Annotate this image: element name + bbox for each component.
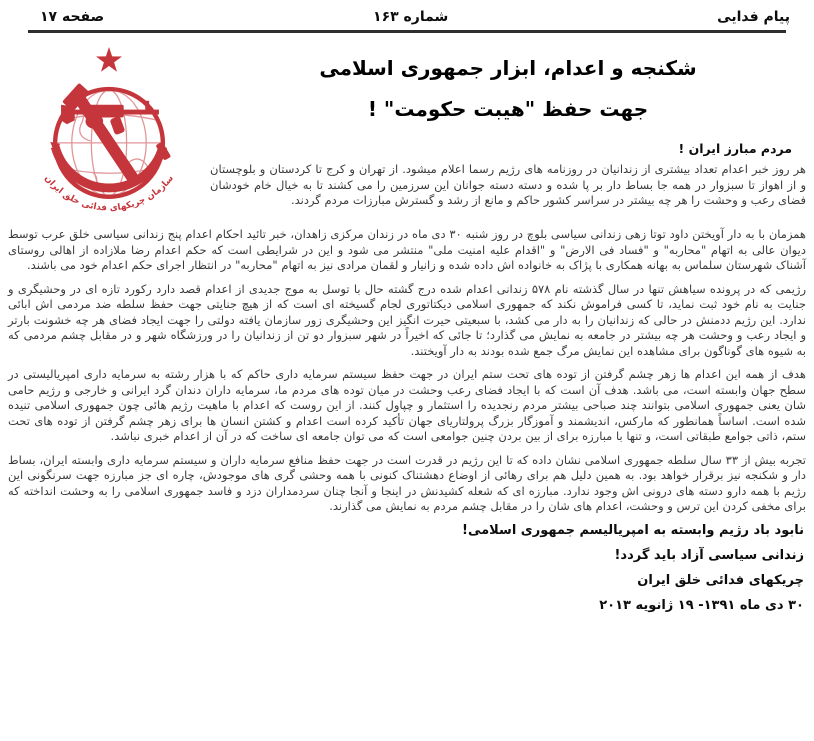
page-header — [0, 0, 814, 25]
issue-number: شماره ۱۶۳ — [373, 9, 449, 25]
title-line-1: شکنجه و اعدام، ابزار جمهوری اسلامی — [319, 56, 697, 80]
signature-line: چریکهای فدائی خلق ایران — [637, 572, 804, 588]
logo-text: سازمان چریکهای فدائی خلق ایران — [42, 173, 176, 214]
organization-emblem — [35, 45, 183, 231]
slogan-1: نابود باد رژیم وابسته به امپریالیسم جمهوری اسلامی! — [462, 522, 804, 538]
organization-logo — [8, 35, 210, 227]
paragraph-2: همزمان با به دار آویختن داود توتا زهی زندانی سیاسی بلوچ در روز شنبه ۳۰ دی ماه در زندان مرکزی زاهدان، خبر تائید احکام اعدام پنج زندانی سیاسی خلق عرب توسط دیوان عالی به اتهام "محاربه" و "فساد فی الارض" و "اقدام علیه امنیت ملی" منتشر می شود و این در شرایطی است که حکم اعدام رضا ملازاده از اهالی روستای آشناک شهرستان سلماس به بهانه همکاری با پژاک به خانواده اش داده شده و زانیار و لقمان مرادی نیز به اتهام "محاربه" در انتظار اجرای حکم اعدام خود می باشند. — [8, 227, 806, 272]
title-line-2: جهت حفظ "هیبت حکومت" ! — [367, 97, 649, 121]
paragraph-1: هر روز خبر اعدام تعداد بیشتری از زندانیان در روزنامه های رژیم رسما اعلام میشود. از تهران و کرج تا کردستان و بلوچستان و از اهواز تا سبزوار در همه جا بساط دار بر پا شده و دسته دسته جوانان این سرزمین را می کشند تا به خیال خام خودشان فضای رعب و وحشت را هر چه بیشتر در سراسر کشور حاکم و مانع از رشد و گسترش مبارزات مردم گردند. — [210, 162, 806, 207]
slogan-2: زندانی سیاسی آزاد باید گردد! — [614, 547, 804, 563]
star-icon — [96, 47, 122, 72]
article-body — [0, 33, 814, 613]
page-number: صفحه ۱۷ — [40, 9, 105, 25]
salutation: مردم مبارز ایران ! — [678, 141, 792, 156]
publication-name: پیام فدایی — [717, 9, 790, 25]
paragraph-5: تجربه بیش از ۳۳ سال سلطه جمهوری اسلامی نشان داده که تا این رژیم در قدرت است در جهت حفظ منافع سرمایه داران و سیستم سرمایه داری وابسته ایران، بساط دار و شکنجه نیز برقرار خواهد بود. به همین دلیل هم برای رهائی از اوضاع دهشتناک کنونی با همه وحشی گری های موجودش، چاره ای جز مبارزه جهت سرنگونی این رژیم با همه دارو دسته های درونی اش وجود ندارد. مبارزه ای که شعله کشیدنش در اینجا و آنجا چنان سردمداران دزد و فاسد جمهوری اسلامی را به وحشت انداخته که برای مخفی کردن این ترس و وحشت، اعدام های شان را در مقابل چشم مردم به نمایش می گذارند. — [8, 452, 807, 513]
date-line: ۳۰ دی ماه ۱۳۹۱- ۱۹ ژانویه ۲۰۱۳ — [599, 597, 804, 613]
paragraph-4: هدف از همه این اعدام ها زهر چشم گرفتن از توده های تحت ستم ایران در جهت حفظ سیستم سرمایه داری حاکم که با هزار رشته به سرمایه داری امپریالیستی در سطح جهان وابسته است، می باشد. هدف آن است که با ایجاد فضای رعب وحشت در میان توده های مردم ما، سرمایه داران دندان گرد ایرانی و خارجی و رژیم حامی شان یعنی جمهوری اسلامی بتوانند چند صباحی بیشتر مردم رنجدیده را استثمار و چپاول کنند. از این روست که اعدام با ماهیت رژیم هائی چون جمهوری اسلامی تنیده شده است. اساساً همانطور که مارکس، اندیشمند و آموزگار بزرگ پرولتاریای جهان تأکید کرده است اعدام و کشتن انسان ها برای زهر چشم گرفتن از توده های تحت ستم، ذاتی جوامع طبقاتی است، و تنها با مبارزه برای از بین بردن چنین جوامعی است که می توان جامعه ای ساخت که در آن از اعدام خبری نباشد. — [8, 367, 806, 443]
fist-icon — [86, 114, 104, 129]
paragraph-3: رژیمی که در پرونده سیاهش تنها در سال گذشته نام ۵۷۸ زندانی اعدام شده درج گشته حال با توسل به موج جدیدی از اعدام قصد دارد رکورد تازه ای در وحشیگری و جنایت به نام خود ثبت نماید، تا کسی فراموش نکند که جمهوری اسلامی دیکتاتوری لجام گسیخته ای است که از هیچ جنایتی جهت حفظ سلطه ضد مردمی اش ابائی ندارد. این رژیم ددمنش در حالی که زندانیان را به دار می کشد، با سبعیتی حیرت انگیز این وحشیگری زور سازمان یافته دولتی را جهت ایجاد فضای هر چه خشونت بارتر و ایجاد رعب و وحشت هر چه بیشتر در جامعه به نمایش می گذارد؛ تا جائی که اخیراً در شهر سبزوار دو تن از زندانیان را در ورزشگاه شهر و در مقابل چشم مردمی که به شیوه های گوناگون برای مشاهده این نمایش مرگ جمع شده بودند به دار آویختند. — [8, 281, 806, 358]
full-width-section — [8, 227, 806, 613]
